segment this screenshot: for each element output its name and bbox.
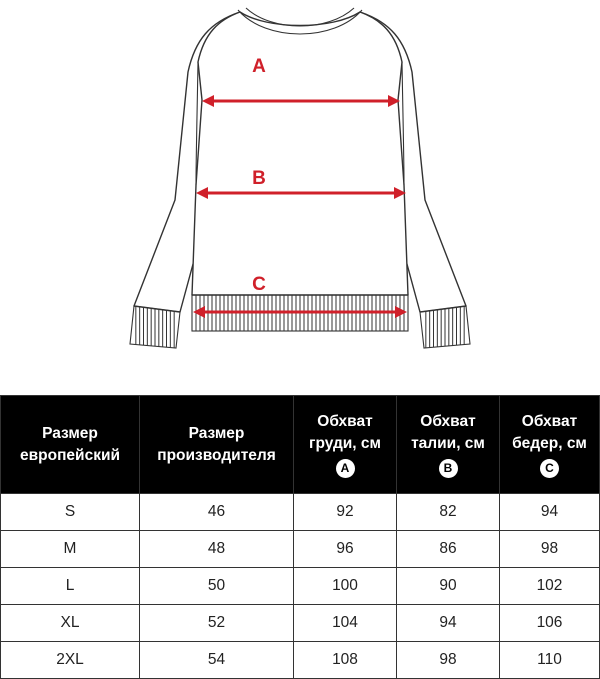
- table-row: [1, 568, 600, 605]
- right-cuff-rib: [426, 307, 464, 348]
- badge-b: B: [439, 459, 458, 478]
- cell-maker-size: 48: [140, 531, 294, 568]
- cell-chest: 100: [294, 568, 397, 605]
- cell-hips: 102: [500, 568, 600, 605]
- cell-maker-size: 46: [140, 494, 294, 531]
- measure-label-b: B: [252, 168, 266, 189]
- cell-chest: 96: [294, 531, 397, 568]
- cell-chest: 108: [294, 642, 397, 679]
- header-hips: Обхват бедер, см C: [500, 396, 600, 494]
- table-row: [1, 494, 600, 531]
- cell-eu-size: S: [1, 494, 140, 531]
- cell-chest: 92: [294, 494, 397, 531]
- cell-waist: 82: [397, 494, 500, 531]
- size-table-header-row: [1, 396, 600, 494]
- badge-a: A: [336, 459, 355, 478]
- cell-hips: 110: [500, 642, 600, 679]
- cell-hips: 106: [500, 605, 600, 642]
- cell-hips: 98: [500, 531, 600, 568]
- cell-eu-size: XL: [1, 605, 140, 642]
- cell-chest: 104: [294, 605, 397, 642]
- cell-maker-size: 54: [140, 642, 294, 679]
- table-row: [1, 605, 600, 642]
- header-maker-size: Размер производителя: [140, 396, 294, 494]
- header-eu-size: Размер европейский: [1, 396, 140, 494]
- measure-label-a: A: [252, 56, 266, 77]
- measure-label-c: C: [252, 274, 266, 295]
- cell-waist: 94: [397, 605, 500, 642]
- badge-c: C: [540, 459, 559, 478]
- header-chest: Обхват груди, см A: [294, 396, 397, 494]
- cell-waist: 86: [397, 531, 500, 568]
- cell-waist: 90: [397, 568, 500, 605]
- sweater-body: [192, 12, 408, 295]
- table-row: [1, 531, 600, 568]
- size-table: [0, 395, 600, 679]
- left-cuff-rib: [136, 307, 174, 348]
- cell-maker-size: 52: [140, 605, 294, 642]
- cell-maker-size: 50: [140, 568, 294, 605]
- header-waist: Обхват талии, см B: [397, 396, 500, 494]
- cell-eu-size: 2XL: [1, 642, 140, 679]
- cell-waist: 98: [397, 642, 500, 679]
- cell-hips: 94: [500, 494, 600, 531]
- cell-eu-size: L: [1, 568, 140, 605]
- cell-eu-size: M: [1, 531, 140, 568]
